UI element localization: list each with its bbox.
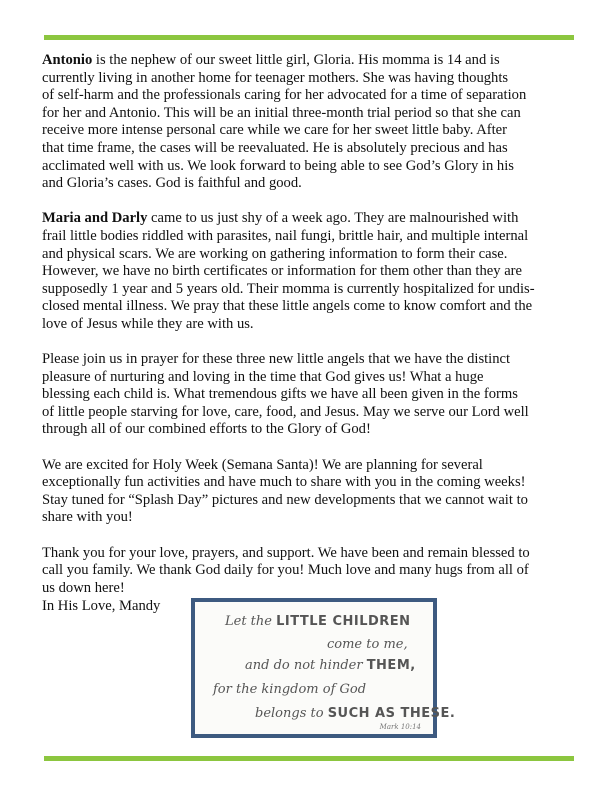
newsletter-body xyxy=(42,52,582,615)
bottom-divider-rule xyxy=(44,756,574,761)
paragraph-lead-name: Antonio xyxy=(42,52,93,68)
paragraph-antonio xyxy=(42,52,582,193)
paragraph-prayer-request xyxy=(42,351,582,439)
verse-emphasis: THEM, xyxy=(366,658,416,673)
paragraph-lead-name: Maria and Darly xyxy=(42,210,148,227)
verse-text: Let the xyxy=(225,614,277,629)
verse-reference: Mark 10:14 xyxy=(379,723,421,731)
paragraph-text: We are excited for Holy Week (Semana Santa)! We are planning for several exceptionally fun activities and have much to share with you in the coming weeks! Stay tuned for “Splash Day” pictures and new developments that we cannot wait to share with you! xyxy=(42,456,528,526)
verse-text: and do not hinder xyxy=(245,658,367,673)
verse-line-2: come to me, xyxy=(327,637,408,652)
scripture-verse-card xyxy=(191,598,456,738)
paragraph-maria-darly xyxy=(42,210,582,333)
verse-line-1 xyxy=(225,614,411,629)
verse-line-5 xyxy=(255,706,455,721)
verse-line-3 xyxy=(245,658,416,673)
verse-text: belongs to xyxy=(255,706,328,721)
verse-emphasis: LITTLE CHILDREN xyxy=(276,614,411,629)
paragraph-text: Thank you for your love, prayers, and support. We have been and remain blessed to call you family. We thank God daily for you! Much love and many hugs from all of us down here! xyxy=(42,544,530,596)
paragraph-text: Please join us in prayer for these three new little angels that we have the distinct pleasure of nurturing and loving in the time that God gives us! What a huge blessing each child is. What tremendous gifts we have all been given in the forms of little people starving for love, care, food, and Jesus. May we serve our Lord well through all of our combined efforts to the Glory of God! xyxy=(42,351,529,438)
paragraph-text: came to us just shy of a week ago. They are malnourished with frail little bodies riddled with parasites, nail fungi, brittle hair, and multiple internal and physical scars. We are working on gathering information to form their case. However, we have no birth certificates or information for them other than they are supposedly 1 year and 5 years old. Their momma is currently hospitalized for undis- closed mental illness. We pray that these little angels come to know comfort and the love of Jesus while they are with us. xyxy=(42,210,535,332)
top-divider-rule xyxy=(44,35,574,40)
verse-line-4: for the kingdom of God xyxy=(213,682,367,697)
verse-emphasis: SUCH AS THESE. xyxy=(327,706,456,721)
paragraph-text: is the nephew of our sweet little girl, Gloria. His momma is 14 and is currently living in another home for teenager mothers. She was having thoughts of self-harm and the professionals caring for her advocated for a time of separation for her and Antonio. This will be an initial three-month trial period so that she can receive more intense personal care while we care for her sweet little baby. After that time frame, the cases will be reevaluated. He is absolutely precious and has acclimated well with us. We look forward to being able to see God’s Glory in his and Gloria’s cases. God is faithful and good. xyxy=(42,52,527,192)
paragraph-thank-you xyxy=(42,545,582,598)
paragraph-holy-week xyxy=(42,457,582,527)
signoff: In His Love, Mandy xyxy=(42,598,161,614)
